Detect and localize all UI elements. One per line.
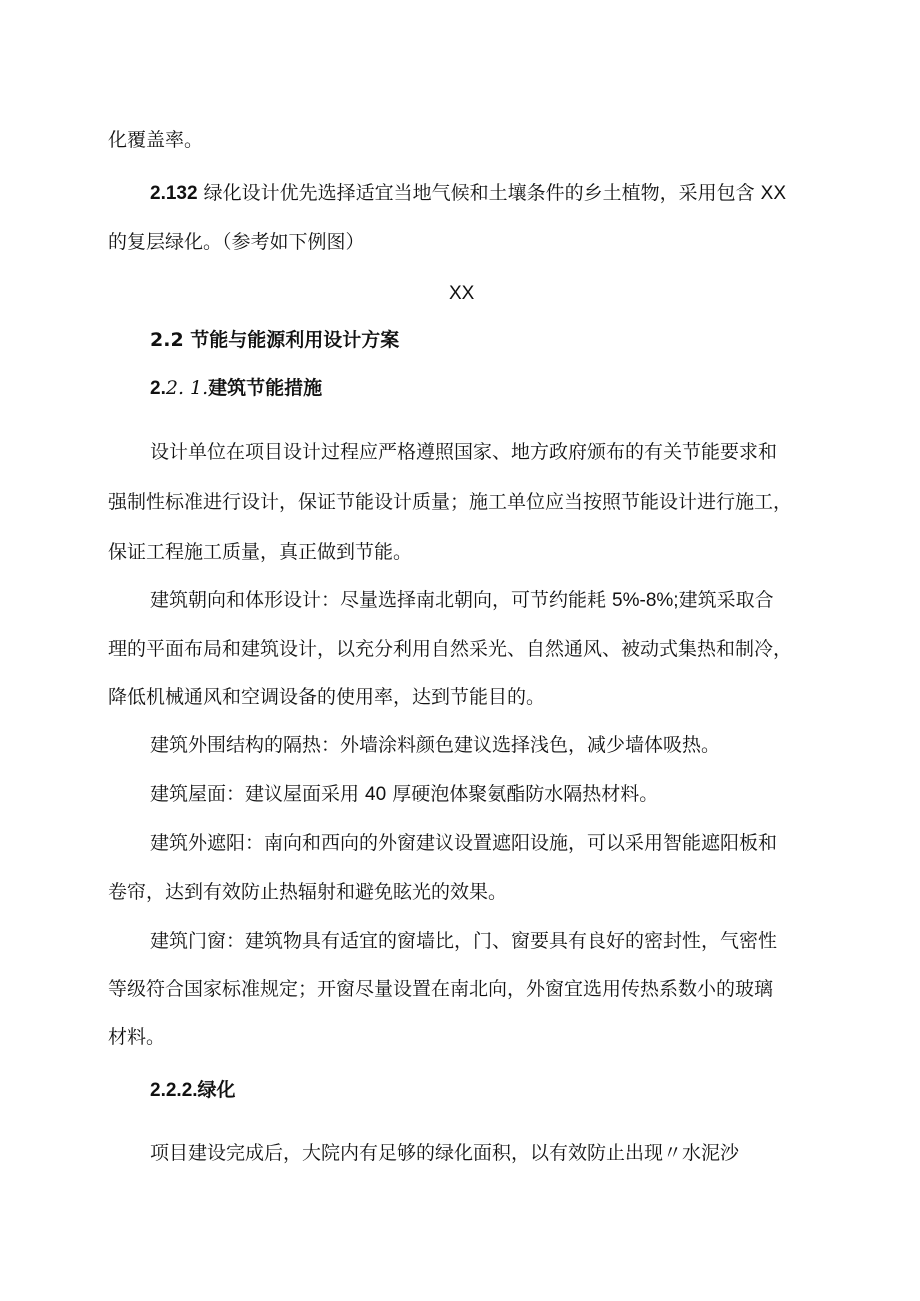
heading-text: 建筑节能措施 bbox=[208, 377, 323, 399]
paragraph-line bbox=[108, 1025, 165, 1049]
text-span: 材料。 bbox=[108, 1026, 166, 1048]
paragraph-line bbox=[150, 1141, 739, 1165]
paragraph-line bbox=[150, 588, 774, 613]
text-span: 建筑外遮阳：南向和西向的外窗建议设置遮阳设施，可以采用智能遮阳板和 bbox=[150, 832, 778, 854]
text-span: 建筑门窗：建筑物具有适宜的窗墙比，门、窗要具有良好的密封性，气密性 bbox=[150, 930, 778, 952]
heading-number: 2. 1. bbox=[165, 377, 209, 399]
text-span: 厚硬泡体聚氨酯防水隔热材料。 bbox=[386, 783, 659, 805]
text-span: 建筑外围结构的隔热：外墙涂料颜色建议选择浅色，减少墙体吸热。 bbox=[150, 734, 721, 756]
paragraph-line bbox=[108, 637, 792, 661]
heading-number: 2. bbox=[150, 378, 166, 399]
paragraph-line bbox=[108, 977, 773, 1001]
paragraph-line bbox=[108, 490, 792, 514]
heading-text: 2.2 节能与能源利用设计方案 bbox=[150, 329, 400, 351]
paragraph-line bbox=[150, 440, 777, 464]
paragraph-line bbox=[150, 929, 777, 953]
text-span: 卷帘，达到有效防止热辐射和避免眩光的效果。 bbox=[108, 881, 508, 903]
paragraph-line bbox=[108, 540, 412, 564]
paragraph-line bbox=[150, 733, 720, 757]
text-span: 的复层绿化。（参考如下例图） bbox=[108, 231, 365, 253]
text-span: 设计单位在项目设计过程应严格遵照国家、地方政府颁布的有关节能要求和 bbox=[150, 441, 778, 463]
paragraph-line bbox=[150, 831, 777, 855]
paragraph-line bbox=[108, 230, 365, 254]
text-span: XX bbox=[760, 183, 786, 204]
text-span: 5%-8%; bbox=[612, 590, 679, 611]
text-span: 化覆盖率。 bbox=[108, 129, 204, 151]
paragraph-line bbox=[150, 181, 786, 206]
text-span: 建筑朝向和体形设计：尽量选择南北朝向，可节约能耗 bbox=[150, 589, 613, 611]
paragraph-line bbox=[108, 128, 203, 152]
text-span: 项目建设完成后，大院内有足够的绿化面积，以有效防止出现〃水泥沙 bbox=[150, 1142, 740, 1164]
section-heading bbox=[150, 1078, 236, 1103]
text-span: XX bbox=[449, 283, 475, 304]
text-span: 绿化设计优先选择适宜当地气候和土壤条件的乡土植物，采用包含 bbox=[197, 182, 761, 204]
text-span: 40 bbox=[365, 784, 387, 805]
paragraph-line bbox=[108, 685, 545, 709]
text-span: 建筑屋面：建议屋面采用 bbox=[150, 783, 366, 805]
text-span: 保证工程施工质量，真正做到节能。 bbox=[108, 541, 413, 563]
paragraph-line bbox=[150, 782, 658, 807]
section-heading bbox=[150, 376, 322, 401]
section-heading bbox=[150, 328, 399, 352]
text-span: 建筑采取合 bbox=[678, 589, 774, 611]
text-span: 降低机械通风和空调设备的使用率，达到节能目的。 bbox=[108, 686, 546, 708]
text-span: 强制性标准进行设计，保证节能设计质量；施工单位应当按照节能设计进行施工， bbox=[108, 491, 793, 513]
text-span: 等级符合国家标准规定；开窗尽量设置在南北向，外窗宜选用传热系数小的玻璃 bbox=[108, 978, 774, 1000]
heading-text: 2.2.2.绿化 bbox=[150, 1080, 236, 1101]
paragraph-line bbox=[108, 880, 507, 904]
text-span: 理的平面布局和建筑设计，以充分利用自然采光、自然通风、被动式集热和制冷， bbox=[108, 638, 793, 660]
section-number: 2.132 bbox=[150, 183, 198, 204]
figure-placeholder bbox=[449, 282, 474, 306]
